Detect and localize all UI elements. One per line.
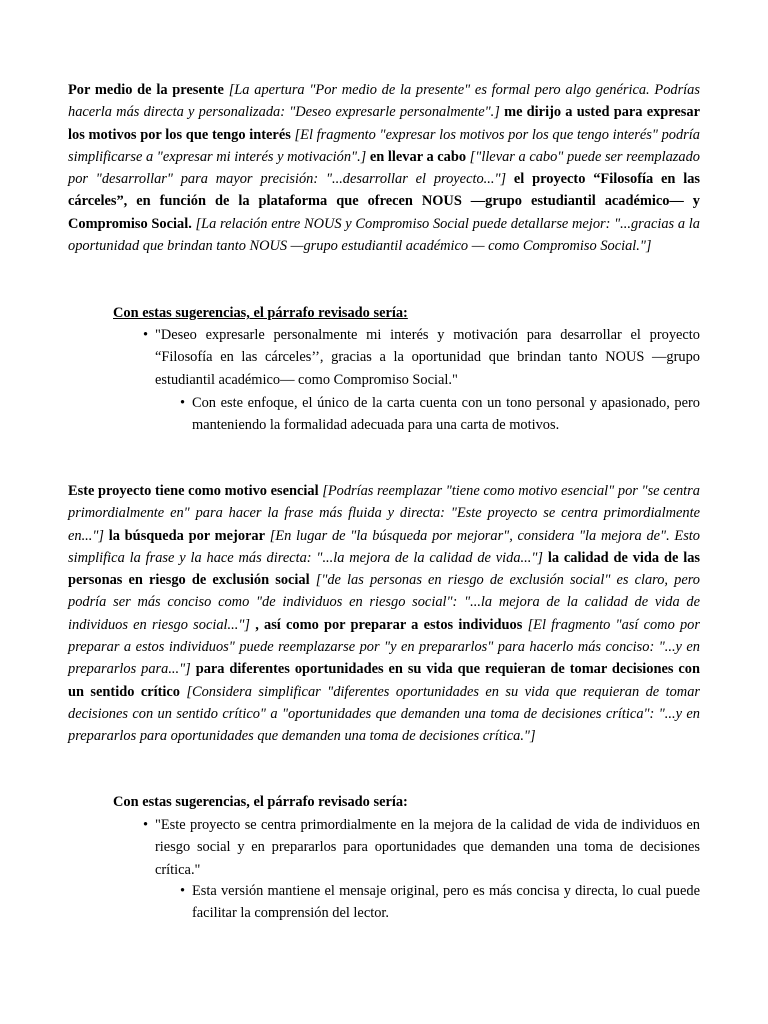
bold-text-run: la búsqueda por mejorar bbox=[108, 527, 265, 544]
italic-comment-run: ["llevar a cabo" puede ser reemplazado por "desarrollar" para mayor precisión: "...desarrollar el proyecto..."] bbox=[68, 148, 700, 188]
bold-text-run: para diferentes oportunidades en su vida que requieran de tomar decisiones con un sentido crítico bbox=[68, 661, 700, 700]
revised-bullet-2 bbox=[143, 814, 700, 881]
italic-comment-run: [La relación entre NOUS y Compromiso Social puede detallarse mejor: "...gracias a la oportunidad que brindan tanto NOUS —grupo estudiantil académico — como Compromiso Social."] bbox=[68, 215, 700, 255]
note-bullet-1 bbox=[180, 392, 700, 437]
bold-text-run: Este proyecto tiene como motivo esencial bbox=[68, 483, 319, 499]
text-run bbox=[506, 171, 514, 187]
italic-comment-run: [El fragmento "expresar los motivos por los que tengo interés" podría simplificarse a "expresar mi interés y motivación".] bbox=[68, 126, 700, 165]
italic-comment-run: [En lugar de "la búsqueda por mejorar", considera "la mejora de". Esto simplifica la frase y la hace más directa: "...la mejora de la calidad de vida..."] bbox=[68, 527, 700, 566]
bold-text-run: me dirijo a usted para expresar los motivos por los que tengo interés bbox=[68, 104, 700, 143]
italic-comment-run: [El fragmento "así como por preparar a estos individuos" puede reemplazarse por "y en prepararlos" para hacerlo más conciso: "...y en prepararlos para..."] bbox=[68, 616, 700, 678]
bold-text-run: la calidad de vida de las personas en riesgo de exclusión social bbox=[68, 549, 700, 589]
bullet-glyph: • bbox=[180, 883, 186, 899]
bullet-glyph: • bbox=[143, 327, 149, 343]
italic-comment-run: ["de las personas en riesgo de exclusión social" es claro, pero podría ser más conciso como "de individuos en riesgo social": "...la mejora de la calidad de vida de individuos en riesgo social..."] bbox=[68, 572, 700, 633]
note-bullet-text-1: Con este enfoque, el único de la carta cuenta con un tono personal y apasionado, pero manteniendo la formalidad adecuada para una carta de motivos. bbox=[192, 395, 700, 434]
bold-text-run: el proyecto “Filosofía en las cárceles”, en función de la plataforma que ofrecen NOUS —grupo estudiantil académico— y Compromiso Social. bbox=[68, 171, 700, 232]
revised-bullet-text-1: "Deseo expresarle personalmente mi interés y motivación para desarrollar el proyecto “Filosofía en las cárceles’’, gracias a la oportunidad que brindan tanto NOUS —grupo estudiantil académico— como Compromiso Social." bbox=[155, 327, 700, 388]
revised-heading-2: Con estas sugerencias, el párrafo revisado sería: bbox=[113, 794, 408, 810]
bullet-glyph: • bbox=[180, 395, 186, 411]
note-bullet-2 bbox=[180, 880, 700, 925]
revised-heading-1: Con estas sugerencias, el párrafo revisado sería: bbox=[113, 305, 408, 321]
paragraph-2 bbox=[68, 480, 700, 748]
italic-comment-run: [Podrías reemplazar "tiene como motivo esencial" por "se centra primordialmente en" para hacer la frase más fluida y directa: "Este proyecto se centra primordialmente en..."] bbox=[68, 483, 700, 544]
revised-bullet-text-2: "Este proyecto se centra primordialmente en la mejora de la calidad de vida de individuos en riesgo social y en prepararlos para oportunidades que demanden una toma de decisiones crítica." bbox=[155, 817, 700, 878]
note-bullet-text-2: Esta versión mantiene el mensaje original, pero es más concisa y directa, lo cual puede facilitar la comprensión del lector. bbox=[192, 883, 700, 922]
bold-text-run: Por medio de la presente bbox=[68, 82, 224, 98]
bullet-glyph: • bbox=[143, 817, 149, 833]
italic-comment-run: [Considera simplificar "diferentes oportunidades en su vida que requieran de tomar decisiones con un sentido crítico" a "oportunidades que demanden una toma de decisiones crítica": "...y en prepararlos para oportunidades que demanden una toma de decisiones crítica."] bbox=[68, 683, 700, 745]
revised-bullet-1 bbox=[143, 324, 700, 391]
bold-text-run: en llevar a cabo bbox=[369, 148, 467, 165]
bold-text-run: , así como por preparar a estos individuos bbox=[255, 616, 523, 633]
paragraph-1 bbox=[68, 79, 700, 257]
italic-comment-run: [La apertura "Por medio de la presente" es formal pero algo genérica. Podrías hacerla más directa y personalizada: "Deseo expresarle personalmente".] bbox=[68, 82, 700, 121]
